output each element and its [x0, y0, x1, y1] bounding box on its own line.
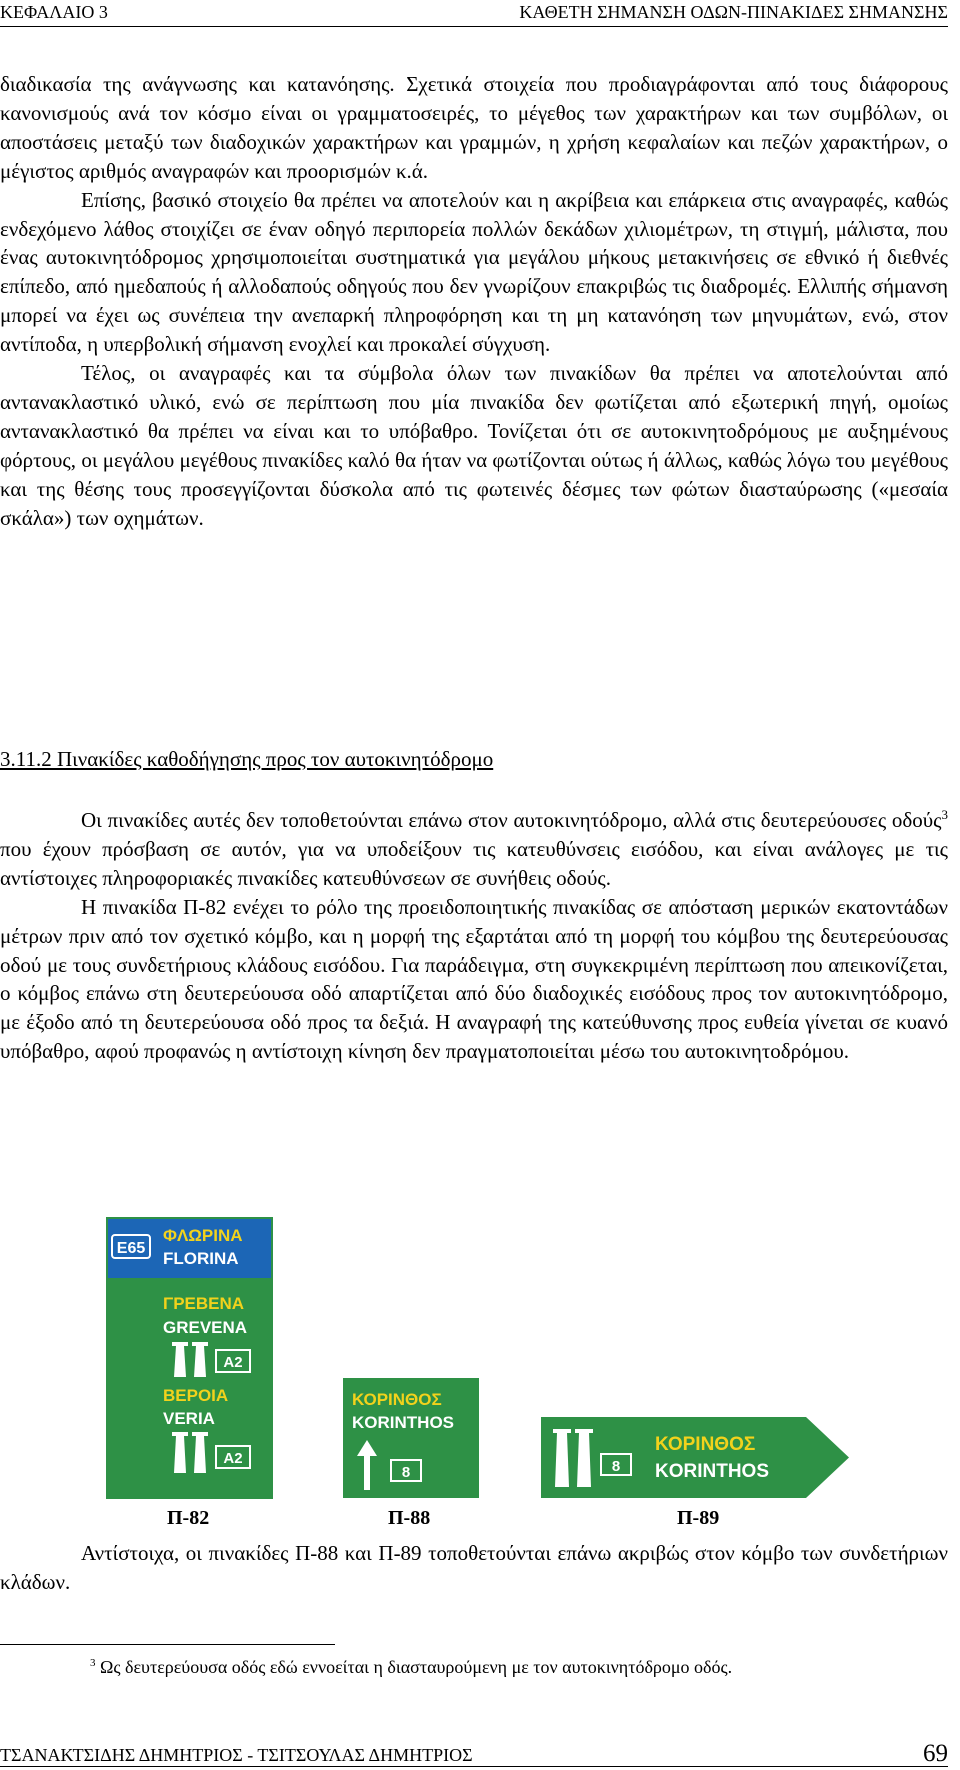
exit-number-p88: 8 [401, 1464, 411, 1481]
sign-label-p82: Π-82 [167, 1507, 210, 1529]
sign-p82-graphic [106, 1217, 273, 1499]
dest-florina-en: FLORINA [163, 1249, 239, 1268]
dest-korinthos-gr: ΚΟΡΙΝΘΟΣ [352, 1390, 442, 1409]
road-a2-grevena: A2 [223, 1354, 243, 1371]
paragraph-6: Αντίστοιχα, οι πινακίδες Π-88 και Π-89 τοποθετούνται επάνω ακριβώς στον κόμβο των συνδετήριων κλάδων. [0, 1541, 948, 1594]
footnote [90, 1657, 732, 1678]
footer-divider [0, 1766, 948, 1767]
paragraph-4-start: Οι πινακίδες αυτές δεν τοποθετούνται επάνω στον αυτοκινητόδρομο, αλλά στις δευτερεύουσες οδούς [81, 808, 942, 832]
dest-grevena-en: GREVENA [163, 1318, 248, 1337]
sign-label-p88: Π-88 [388, 1507, 431, 1529]
chapter-label: ΚΕΦΑΛΑΙΟ 3 [0, 2, 108, 22]
paragraph-1: διαδικασία της ανάγνωσης και κατανόησης. Σχετικά στοιχεία που προδιαγράφονται από τους διάφορους κανονισμούς ανά τον κόσμο είναι οι γραμματοσειρές, το μέγεθος των χαρακτήρων και των συμβόλων, οι αποστάσεις μεταξύ των διαδοχικών χαρακτήρων και γραμμών, η χρήση κεφαλαίων και πεζών χαρακτήρων, ο μέγιστος αριθμός αναγραφών και προορισμών κ.ά. [0, 72, 948, 183]
exit-number-p89: 8 [611, 1458, 621, 1475]
footnote-number: 3 [90, 1657, 96, 1669]
paragraph-4 [0, 806, 948, 893]
section-heading: 3.11.2 Πινακίδες καθοδήγησης προς τον αυτοκινητόδρομο [0, 747, 494, 771]
sign-p89-graphic [541, 1417, 851, 1498]
page-number: 69 [923, 1740, 948, 1767]
footer-authors: ΤΣΑΝΑΚΤΣΙΔΗΣ ΔΗΜΗΤΡΙΟΣ - ΤΣΙΤΣΟΥΛΑΣ ΔΗΜΗΤΡΙΟΣ [0, 1745, 473, 1765]
chapter-title: ΚΑΘΕΤΗ ΣΗΜΑΝΣΗ ΟΔΩΝ-ΠΙΝΑΚΙΔΕΣ ΣΗΜΑΝΣΗΣ [519, 2, 948, 22]
paragraph-2: Επίσης, βασικό στοιχείο θα πρέπει να αποτελούν και η ακρίβεια και επάρκεια στις αναγραφές, καθώς ενδεχόμενο λάθος στοιχίζει σε έναν οδηγό περιπορεία πολλών δεκάδων χιλιομέτρων, τη στιγμή, μάλιστα, που ένας αυτοκινητόδρομος χρησιμοποιείται συστηματικά για μεγάλου μήκους μετακινήσεις σε εθνικό ή διεθνές επίπεδο, από ημεδαπούς ή αλλοδαπούς οδηγούς που δεν γνωρίζουν επακριβώς τις διαδρομές. Ελλιπής σήμανση μπορεί να έχει ως συνέπεια την ανεπαρκή πληροφόρηση και τη μη κατανόηση των μηνυμάτων, ενώ, στον αντίποδα, η υπερβολική σήμανση ενοχλεί και προκαλεί σύγχυση. [0, 187, 948, 357]
dest-korinthos-en: KORINTHOS [352, 1413, 454, 1432]
dest-florina-gr: ΦΛΩΡΙΝΑ [163, 1226, 243, 1245]
dest-grevena-gr: ΓΡΕΒΕΝΑ [163, 1294, 245, 1313]
body-text-middle [0, 806, 948, 1066]
footnote-ref: 3 [941, 807, 948, 822]
paragraph-4-end: που έχουν πρόσβαση σε αυτόν, για να υποδείξουν τις κατευθύνσεις εισόδου, και είναι ανάλογες με τις αντίστοιχες πληροφοριακές πινακίδες κατευθύνσεων σε συνήθεις οδούς. [0, 836, 948, 890]
route-e65: E65 [116, 1240, 146, 1257]
road-a2-veria: A2 [223, 1450, 243, 1467]
footnote-divider [0, 1644, 335, 1645]
body-text-top [0, 70, 948, 533]
sign-label-p89: Π-89 [677, 1507, 720, 1529]
paragraph-3: Τέλος, οι αναγραφές και τα σύμβολα όλων των πινακίδων θα πρέπει να αποτελούνται από αντανακλαστικό υλικό, ενώ σε περίπτωση που μία πινακίδα δεν φωτίζεται από εξωτερική πηγή, ομοίως αντανακλαστικό θα πρέπει να είναι και το υπόβαθρο. Τονίζεται ότι σε αυτοκινητοδρόμους με αυξημένους φόρτους, οι μεγάλου μεγέθους πινακίδες καλό θα ήταν να φωτίζονται ούτως ή άλλως, καθώς λόγω του μεγέθους και της θέσης τους προσεγγίζονται δύσκολα από τις φωτεινές δέσμες των φώτων διασταύρωσης («μεσαία σκάλα») των οχημάτων. [0, 361, 948, 530]
footnote-text: Ως δευτερεύουσα οδός εδώ εννοείται η διασταυρούμενη με τον αυτοκινητόδρομο οδός. [100, 1657, 733, 1677]
dest-veria-en: VERIA [163, 1409, 215, 1428]
dest-korinthos-gr: ΚΟΡΙΝΘΟΣ [655, 1434, 756, 1455]
dest-veria-gr: ΒΕΡΟΙΑ [163, 1386, 229, 1405]
body-text-bottom [0, 1539, 948, 1597]
paragraph-5: Η πινακίδα Π-82 ενέχει το ρόλο της προειδοποιητικής πινακίδας σε απόσταση μερικών εκατοντάδων μέτρων πριν από τον σχετικό κόμβο, και η μορφή της εξαρτάται από τη μορφή του κόμβου της δευτερεύουσας οδού με τους συνδετήριους κλάδους εισόδου. Για παράδειγμα, στη συγκεκριμένη περίπτωση που απεικονίζεται, ο κόμβος επάνω στη δευτερεύουσα οδό απαρτίζεται από δύο διαδοχικές εισόδους προς τον αυτοκινητόδρομο, με έξοδο από τη δευτερεύουσα οδό προς τα δεξιά. Η αναγραφή της κατεύθυνσης προς ευθεία γίνεται σε κυανό υπόβαθρο, αφού προφανώς η αντίστοιχη κίνηση δεν πραγματοποιείται μέσω του αυτοκινητοδρόμου. [0, 894, 948, 1064]
header-divider [0, 26, 948, 27]
sign-p88-graphic [343, 1378, 479, 1498]
dest-korinthos-en: KORINTHOS [655, 1461, 769, 1482]
